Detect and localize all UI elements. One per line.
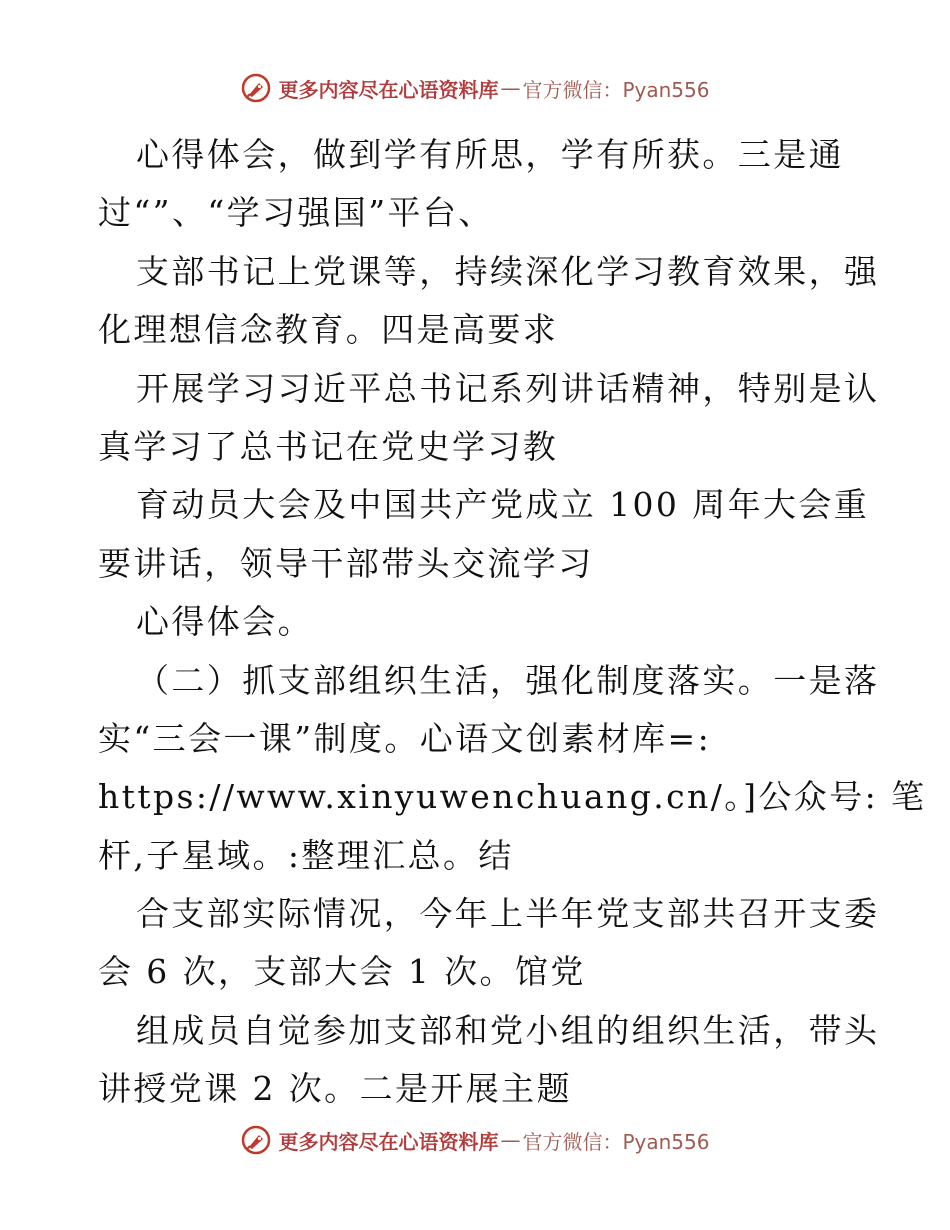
document-body bbox=[98, 126, 927, 1119]
text-line: 会 6 次，支部大会 1 次。馆党 bbox=[98, 952, 586, 992]
banner-wechat-text: 官方微信：Pyan556 bbox=[522, 1129, 710, 1154]
banner-wechat-text: 官方微信：Pyan556 bbox=[522, 77, 710, 102]
text-line: （二）抓支部组织生活，强化制度落实。一是落 bbox=[136, 660, 880, 700]
banner-dash: — bbox=[500, 1128, 521, 1152]
text-line: 讲授党课 2 次。二是开展主题 bbox=[98, 1069, 572, 1109]
text-line: 育动员大会及中国共产党成立 100 周年大会重 bbox=[136, 485, 870, 525]
footer-banner bbox=[0, 1124, 950, 1156]
text-line: 组成员自觉参加支部和党小组的组织生活，带头 bbox=[136, 1010, 880, 1050]
text-line: 化理想信念教育。四是高要求 bbox=[98, 310, 559, 350]
banner-main-text: 更多内容尽在心语资料库 bbox=[278, 1129, 499, 1154]
text-line: 杆,子星域。:整理汇总。结 bbox=[98, 835, 514, 875]
banner-main-text: 更多内容尽在心语资料库 bbox=[278, 77, 499, 102]
text-line: 要讲话，领导干部带头交流学习 bbox=[98, 543, 594, 583]
banner-dash: — bbox=[500, 76, 521, 100]
text-line: 心得体会。 bbox=[136, 602, 313, 642]
text-line: 真学习了总书记在党史学习教 bbox=[98, 426, 559, 466]
text-line: 实“三会一课”制度。心语文创素材库=: bbox=[98, 718, 712, 758]
text-line: 合支部实际情况，今年上半年党支部共召开支委 bbox=[136, 894, 880, 934]
pen-nib-logo-icon bbox=[240, 72, 272, 104]
text-line: https://www.xinyuwenchuang.cn/。]公众号: 笔 bbox=[98, 777, 927, 817]
text-line: 支部书记上党课等，持续深化学习教育效果，强 bbox=[136, 251, 880, 291]
text-line: 开展学习习近平总书记系列讲话精神，特别是认 bbox=[136, 368, 880, 408]
text-line: 过“”、“学习强国”平台、 bbox=[98, 193, 494, 233]
pen-nib-logo-icon bbox=[240, 1124, 272, 1156]
text-line: 心得体会，做到学有所思，学有所获。三是通 bbox=[136, 135, 844, 174]
header-banner bbox=[0, 72, 950, 104]
